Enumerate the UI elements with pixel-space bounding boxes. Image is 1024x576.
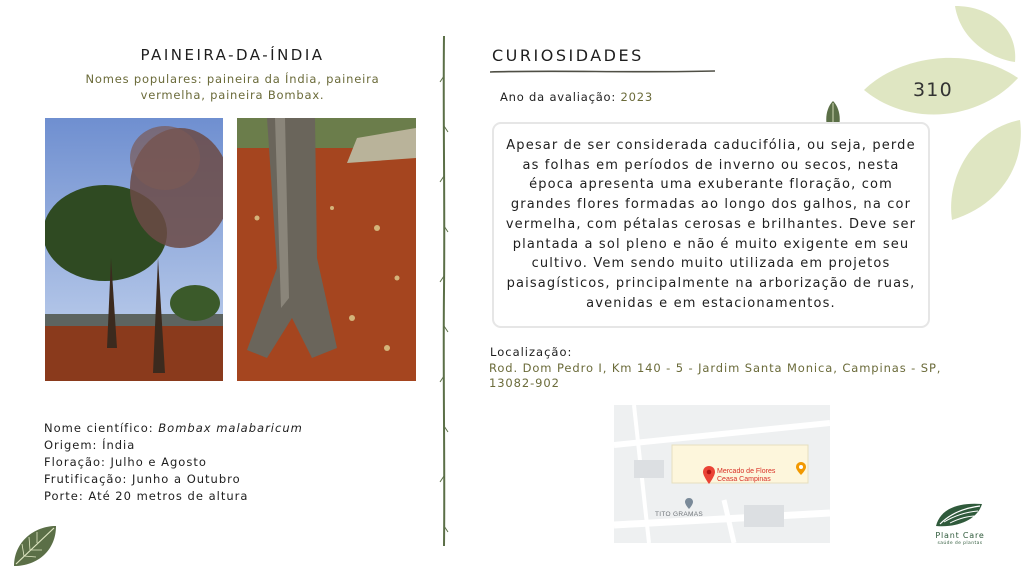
evaluation-year-value: 2023	[620, 90, 654, 104]
size: Porte: Até 20 metros de altura	[44, 489, 249, 503]
trunk-photo	[237, 118, 416, 381]
popular-names: Nomes populares: paineira da Índia, paineira vermelha, paineira Bombax.	[85, 72, 380, 102]
tree-photo	[45, 118, 223, 381]
plant-title: PAINEIRA-DA-ÍNDIA	[140, 46, 325, 64]
curiosities-title: CURIOSIDADES	[492, 46, 644, 65]
logo-name: Plant Care	[935, 531, 985, 540]
location-label: Localização:	[490, 345, 573, 359]
location-map[interactable]	[614, 405, 830, 543]
evaluation-year	[500, 90, 653, 104]
evaluation-year-label: Ano da avaliação:	[500, 90, 617, 104]
description-text: Apesar de ser considerada caducifólia, ou seja, perde as folhas em períodos de inverno ou secos, nesta época apresenta uma exuberante floração, com grandes flores formadas ao longo dos galhos, na cor vermelha, com pétalas cerosas e brilhantes. Deve ser plantada a sol pleno e não é muito exigente em seu cultivo. Vem sendo muito utilizada em projetos paisagísticos, principalmente na arborização de ruas, avenidas e em estacionamentos.	[505, 138, 917, 311]
plant-facts	[44, 420, 303, 505]
flowering: Floração: Julho e Agosto	[44, 455, 207, 469]
description-box	[492, 122, 930, 328]
location-address: Rod. Dom Pedro I, Km 140 - 5 - Jardim Santa Monica, Campinas - SP, 13082-902	[489, 361, 942, 390]
page-number: 310	[913, 79, 953, 101]
map-place-label: Mercado de Flores Ceasa Campinas	[717, 468, 776, 483]
column-divider	[436, 36, 452, 546]
title-underline	[490, 68, 715, 76]
plant-care-logo	[934, 500, 986, 530]
map-street-label: TITO GRAMAS	[655, 511, 703, 518]
street-pin-icon	[684, 497, 694, 510]
leaf-decoration-bottom-left	[10, 522, 60, 570]
scientific-name-value: Bombax malabaricum	[158, 421, 303, 435]
scientific-name	[44, 420, 303, 437]
place-icon	[795, 461, 807, 476]
fruiting: Frutificação: Junho a Outubro	[44, 472, 241, 486]
map-pin-icon	[702, 465, 716, 485]
scientific-name-label: Nome científico:	[44, 421, 154, 435]
logo-tagline: saúde de plantas	[937, 541, 983, 546]
origin: Origem: Índia	[44, 438, 136, 452]
